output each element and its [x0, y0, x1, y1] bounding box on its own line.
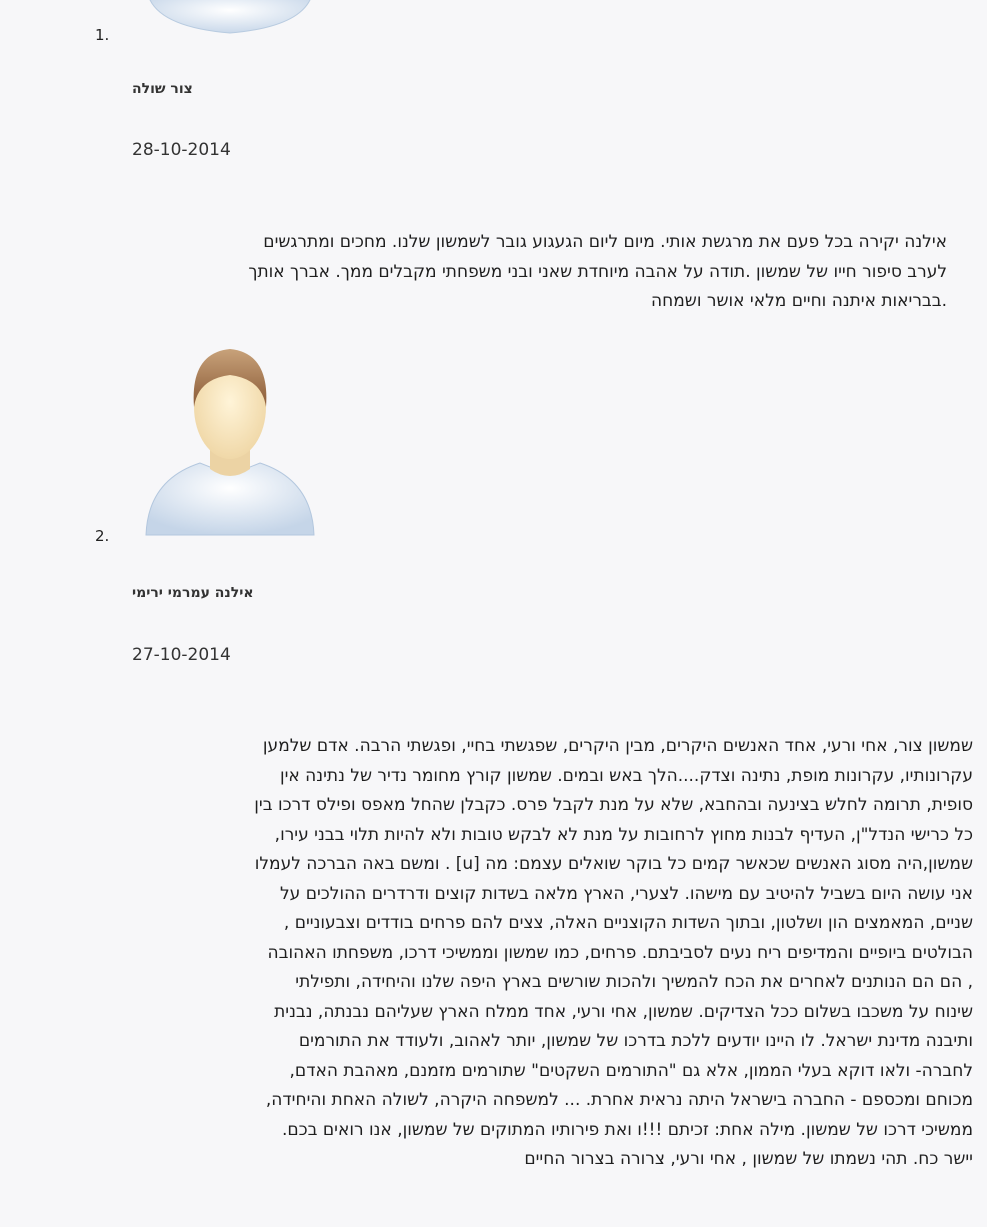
comment-text	[113, 732, 973, 1175]
comment-line: , הם הם הנותנים לאחרים את הכח להמשיך ולהכות שורשים בארץ היפה שלנו והיחידה, ותפילתי	[295, 972, 973, 992]
comment-line: ממשיכי דרכו של שמשון. מילה אחת: זכיתם !!!ו ואת פירותיו המתוקים של שמשון, אנו רואים בכם.	[282, 1119, 973, 1140]
avatar	[140, 345, 320, 540]
comment-line: כל כרישי הנדל"ן, העדיף לבנות מחוץ לרחובות על מנת לא לבקש טובות ולא להיות תלוי בבני עירו,	[274, 824, 973, 845]
comment-line: לחברה- ולאו דוקא בעלי הממון, אלא גם "התורמים השקטים" שתורמים מזמנם, מאהבת האדם,	[289, 1060, 973, 1081]
comment-line: הבולטים ביופיים והמדיפים ריח נעים לסביבתם. פרחים, כמו שמשון וממשיכי דרכו, משפחתו האהובה	[267, 942, 973, 963]
comment-line: יישר כח. תהי נשמתו של שמשון , אחי ורעי, צרורה בצרור החיים	[524, 1149, 973, 1169]
comment-number: 2.	[95, 527, 110, 545]
comment-line: עקרונותיו, עקרונות מופת, נתינה וצדק....הלך באש ובמים. שמשון קורץ מחומר נדיר של נתינה אין	[279, 765, 973, 786]
comment-text	[117, 228, 947, 317]
comment-line: שניים, המאמצים הון ושלטון, ובתוך השדות הקוצניים האלה, צצים להם פרחים בודדים וצבעוניים ,	[283, 913, 973, 933]
comment-line: לערב סיפור חייו של שמשון .תודה על אהבה מיוחדת שאני ובני משפחתי מקבלים ממך. אברך אותך	[248, 261, 947, 282]
comment-author: צור שולה	[132, 81, 193, 97]
comment-author: אילנה עמרמי ירימי	[132, 585, 254, 601]
comment-line: .בבריאות איתנה וחיים מלאי אושר ושמחה	[651, 291, 947, 311]
avatar	[140, 0, 320, 37]
comment-line: אני עושה היום בשביל להיטיב עם מישהו. לצערי, הארץ מלאה בשדות קוצים ודרדרים ההולכים על	[280, 883, 973, 904]
comment-line: שמשון,היה מסוג האנשים שכאשר קמים כל בוקר שואלים עצמם: מה [u] . ומשם באה הברכה לעמלו	[254, 854, 973, 874]
user-avatar-icon	[140, 0, 320, 37]
comment-line: סופית, תרומה לחלש בצינעה ובהחבא, שלא על מנת לקבל פרס. כקבלן שהחל מאפס ופילס דרכו בין	[254, 795, 973, 815]
user-avatar-icon	[140, 345, 320, 540]
comment-date: 27-10-2014	[132, 645, 231, 665]
comment-line: שינוח על משכבו בשלום ככל הצדיקים. שמשון, אחי ורעי, אחד ממלח הארץ שעליהם נבנתה, נבנית	[274, 1001, 973, 1022]
comment-line: שמשון צור, אחי ורעי, אחד האנשים היקרים, מבין היקרים, שפגשתי בחיי, ופגשתי הרבה. אדם שלמען	[262, 736, 973, 756]
comment-number: 1.	[95, 26, 110, 44]
comment-line: אילנה יקירה בכל פעם את מרגשת אותי. מיום ליום הגעגוע גובר לשמשון שלנו. מחכים ומתרגשים	[263, 232, 947, 252]
comment-date: 28-10-2014	[132, 140, 231, 160]
comment-line: ותיבנה מדינת ישראל. לו היינו יודעים ללכת בדרכו של שמשון, יותר לאהוב, ולעודד את התורמים	[298, 1031, 973, 1051]
comment-line: מכוחם ומכספם - החברה בישראל היתה נראית אחרת. ... למשפחה היקרה, לשולה האחת והיחידה,	[265, 1090, 973, 1110]
